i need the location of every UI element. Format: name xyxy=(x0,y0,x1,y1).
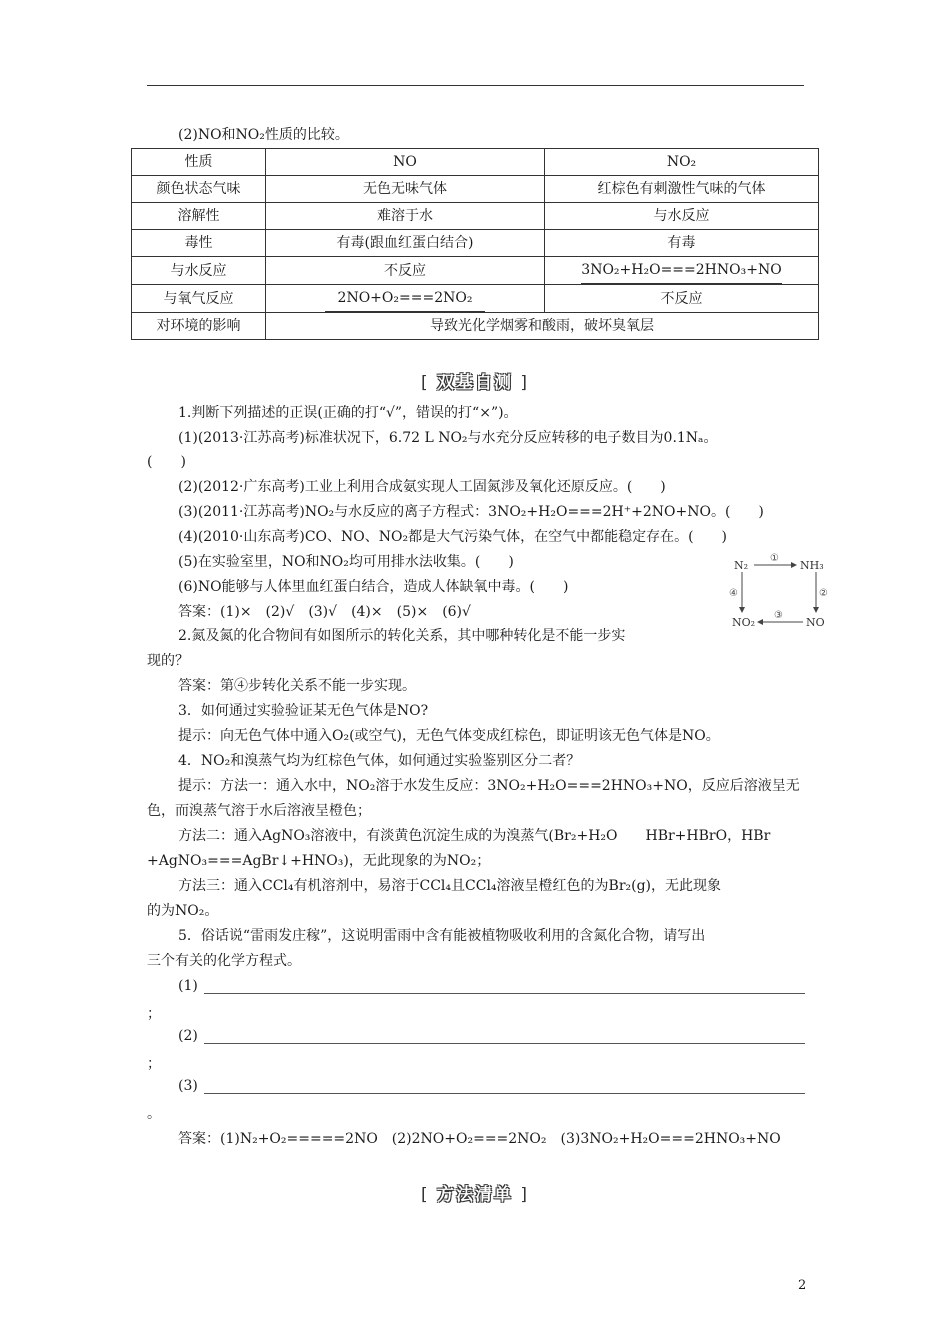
prop-cell: 与水反应 xyxy=(132,257,266,285)
no2-cell: 不反应 xyxy=(545,285,819,313)
q1-item: (2)(2012·广东高考)工业上利用合成氨实现人工固氮涉及氧化还原反应。( ) xyxy=(178,479,666,495)
q4-method: 方法二：通入AgNO₃溶液中，有淡黄色沉淀生成的为溴蒸气(Br₂+H₂O HBr+HBrO，HBr xyxy=(178,828,771,844)
step1-label: ① xyxy=(770,553,779,564)
nh3-label: NH₃ xyxy=(800,559,824,572)
q5-blank-label: (1) xyxy=(178,978,198,994)
header-cell: NO xyxy=(266,149,545,176)
q1-answer: 答案：(1)× (2)√ (3)√ (4)× (5)× (6)√ xyxy=(178,604,471,620)
q5-blank-end: ； xyxy=(147,1006,161,1022)
q5-line: 5．俗话说“雷雨发庄稼”，这说明雷雨中含有能被植物吸收利用的含氮化合物，请写出 xyxy=(178,928,706,944)
env-impact-cell: 导致光化学烟雾和酸雨，破坏臭氧层 xyxy=(266,313,819,340)
no2-cell xyxy=(545,257,819,285)
prop-cell: 颜色状态气味 xyxy=(132,176,266,203)
q4-method: 方法三：通入CCl₄有机溶剂中，易溶于CCl₄且CCl₄溶液呈橙红色的为Br₂(g)，无此现象 xyxy=(178,878,722,894)
no-cell: 有毒(跟血红蛋白结合) xyxy=(266,230,545,257)
prop-cell: 毒性 xyxy=(132,230,266,257)
header-cell: 性质 xyxy=(132,149,266,176)
n2-label: N₂ xyxy=(734,559,749,572)
no2-cell: 有毒 xyxy=(545,230,819,257)
q3-stem: 3．如何通过实验验证某无色气体是NO? xyxy=(178,703,429,719)
step4-label: ④ xyxy=(729,588,738,599)
q1-item: (4)(2010·山东高考)CO、NO、NO₂都是大气污染气体，在空气中都能稳定存在。( ) xyxy=(178,529,728,545)
q5-line: 三个有关的化学方程式。 xyxy=(147,953,301,969)
table-row xyxy=(132,257,819,285)
no-cell: 不反应 xyxy=(266,257,545,285)
header-rule xyxy=(147,85,804,86)
table-row xyxy=(132,203,819,230)
q2-line: 现的？ xyxy=(147,653,189,669)
q4-method: 色，而溴蒸气溶于水后溶液呈橙色； xyxy=(147,803,371,819)
section-title: 方法清单 xyxy=(437,1185,513,1205)
section-title: 双基自测 xyxy=(437,373,513,393)
no-cell: 难溶于水 xyxy=(266,203,545,230)
no2-label: NO₂ xyxy=(732,616,756,629)
q3-hint: 提示：向无色气体中通入O₂(或空气)，无色气体变成红棕色，即证明该无色气体是NO。 xyxy=(178,728,720,744)
header-cell: NO₂ xyxy=(545,149,819,176)
q2-line: 2.氮及氮的化合物间有如图所示的转化关系，其中哪种转化是不能一步实 xyxy=(178,628,626,644)
q5-blank-line[interactable] xyxy=(204,1043,805,1044)
q1-item: ( ) xyxy=(147,454,186,470)
q4-method: 提示：方法一：通入水中，NO₂溶于水发生反应：3NO₂+H₂O===2HNO₃+NO，反应后溶液呈无 xyxy=(178,778,800,794)
no-oxygen-eq: 2NO+O₂===2NO₂ xyxy=(325,285,485,312)
q1-stem: 1.判断下列描述的正误(正确的打“√”，错误的打“×”)。 xyxy=(178,405,518,421)
comparison-table xyxy=(131,148,819,340)
q5-blank-label: (3) xyxy=(178,1078,198,1094)
table-row xyxy=(132,285,819,313)
table-header-row xyxy=(132,149,819,176)
q1-item: (1)(2013·江苏高考)标准状况下，6.72 L NO₂与水充分反应转移的电子数目为0.1Nₐ。 xyxy=(178,430,718,446)
q5-blank-line[interactable] xyxy=(204,993,805,994)
no2-cell: 与水反应 xyxy=(545,203,819,230)
q4-stem: 4．NO₂和溴蒸气均为红棕色气体，如何通过实验鉴别区分二者？ xyxy=(178,753,581,769)
table-row xyxy=(132,176,819,203)
no-cell xyxy=(266,285,545,313)
q5-blank-label: (2) xyxy=(178,1028,198,1044)
q1-item: (3)(2011·江苏高考)NO₂与水反应的离子方程式：3NO₂+H₂O===2H⁺+2NO+NO。( ) xyxy=(178,504,764,520)
q4-method: 的为NO₂。 xyxy=(147,903,219,919)
q2-answer: 答案：第④步转化关系不能一步实现。 xyxy=(178,678,416,694)
prop-cell: 与氧气反应 xyxy=(132,285,266,313)
q5-blank-line[interactable] xyxy=(204,1093,805,1094)
prop-cell: 溶解性 xyxy=(132,203,266,230)
q1-item: (6)NO能够与人体里血红蛋白结合，造成人体缺氧中毒。( ) xyxy=(178,579,569,595)
nitrogen-conversion-diagram xyxy=(728,550,840,634)
q5-answer: 答案：(1)N₂+O₂=====2NO (2)2NO+O₂===2NO₂ (3)3NO₂+H₂O===2HNO₃+NO xyxy=(178,1131,781,1147)
section-banner-methods: [ 方法清单 ] xyxy=(420,1185,530,1205)
table-row xyxy=(132,230,819,257)
prop-cell: 对环境的影响 xyxy=(132,313,266,340)
no2-water-eq: 3NO₂+H₂O===2HNO₃+NO xyxy=(581,257,781,284)
table-row xyxy=(132,313,819,340)
page-number: 2 xyxy=(798,1278,807,1293)
q5-blank-end: ； xyxy=(147,1056,161,1072)
section-banner-self-test: [ 双基自测 ] xyxy=(420,373,530,393)
step2-label: ② xyxy=(819,588,828,599)
no-cell: 无色无味气体 xyxy=(266,176,545,203)
table-caption: (2)NO和NO₂性质的比较。 xyxy=(178,127,349,143)
no-label: NO xyxy=(806,616,825,629)
step3-label: ③ xyxy=(774,610,783,621)
q4-method: +AgNO₃===AgBr↓+HNO₃)，无此现象的为NO₂； xyxy=(147,853,491,869)
q5-blank-end: 。 xyxy=(147,1106,161,1122)
q1-item: (5)在实验室里，NO和NO₂均可用排水法收集。( ) xyxy=(178,554,514,570)
no2-cell: 红棕色有刺激性气味的气体 xyxy=(545,176,819,203)
